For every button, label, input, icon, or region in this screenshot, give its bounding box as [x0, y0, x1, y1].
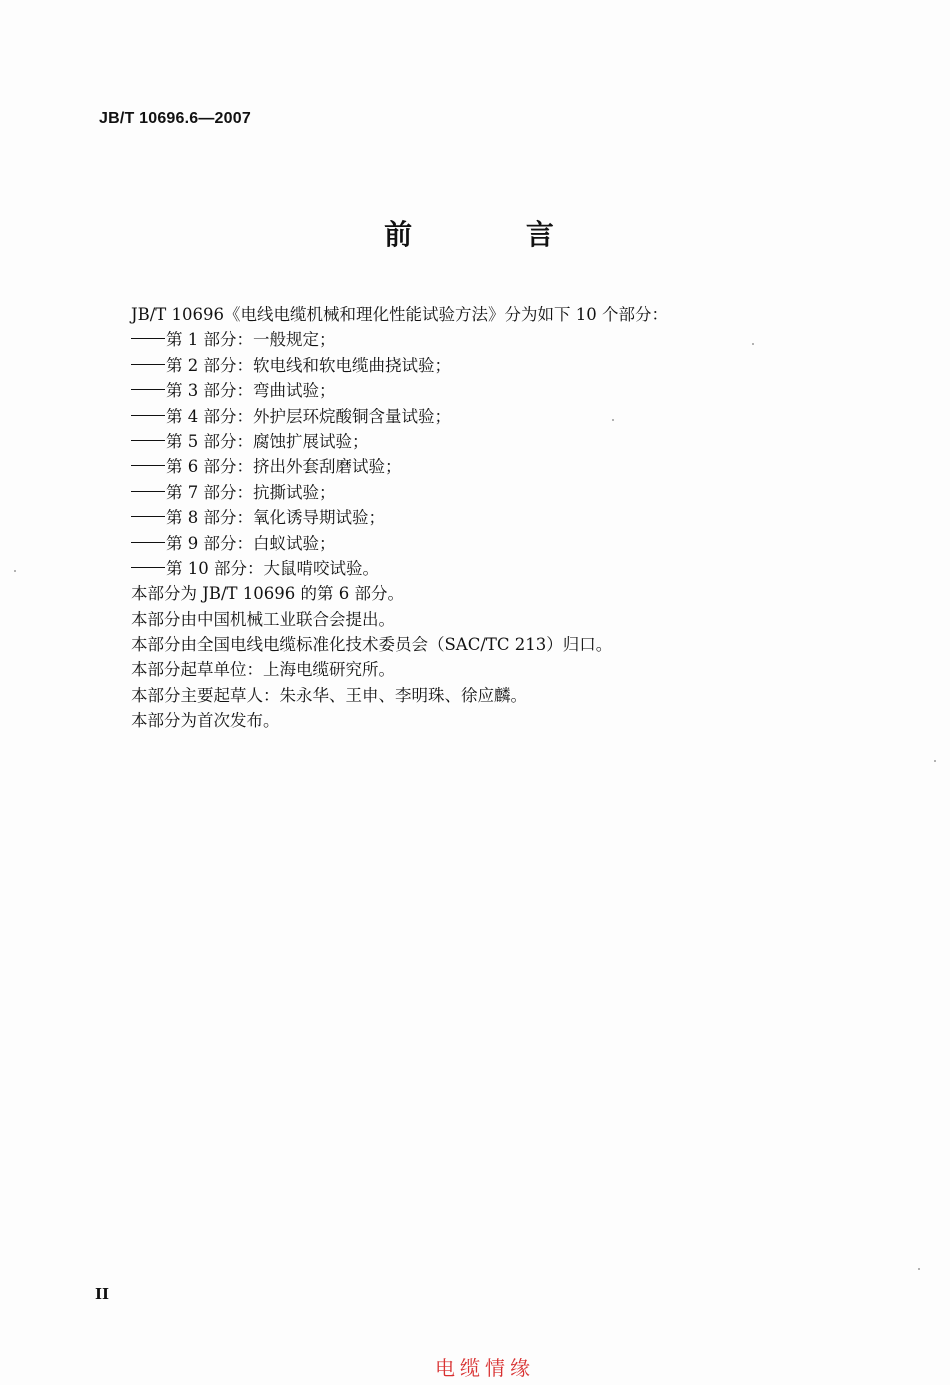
- statement-line: 本部分起草单位：上海电缆研究所。: [131, 660, 395, 680]
- statement-line: 本部分为 JB/T 10696 的第 6 部分。: [131, 584, 405, 604]
- part-item: 第 1 部分：一般规定；: [131, 327, 851, 352]
- statement-line: 本部分由全国电线电缆标准化技术委员会（SAC/TC 213）归口。: [131, 635, 613, 655]
- em-dash: [131, 465, 165, 466]
- page-number: II: [95, 1285, 110, 1303]
- part-item: 第 7 部分：抗撕试验；: [131, 480, 851, 505]
- part-item: 第 2 部分：软电线和软电缆曲挠试验；: [131, 353, 851, 378]
- part-item: 第 5 部分：腐蚀扩展试验；: [131, 429, 851, 454]
- part-item: 第 8 部分：氧化诱导期试验；: [131, 505, 851, 530]
- scan-speck: [934, 760, 936, 762]
- page-title: 前 言: [384, 218, 606, 251]
- part-item: 第 3 部分：弯曲试验；: [131, 378, 851, 403]
- part-item: 第 10 部分：大鼠啃咬试验。: [131, 556, 851, 581]
- em-dash: [131, 364, 165, 365]
- statement-line: 本部分为首次发布。: [131, 711, 280, 731]
- statement-line: 本部分由中国机械工业联合会提出。: [131, 609, 395, 629]
- em-dash: [131, 415, 165, 416]
- em-dash: [131, 389, 165, 390]
- part-item: 第 6 部分：挤出外套刮磨试验；: [131, 454, 851, 479]
- em-dash: [131, 567, 165, 568]
- scan-speck: [918, 1268, 920, 1270]
- watermark-text: 电缆情缘: [435, 1356, 535, 1380]
- intro-line: JB/T 10696《电线电缆机械和理化性能试验方法》分为如下 10 个部分：: [131, 305, 669, 324]
- em-dash: [131, 440, 165, 441]
- em-dash: [131, 491, 165, 492]
- statement-line: 本部分主要起草人：朱永华、王申、李明珠、徐应麟。: [131, 685, 527, 705]
- em-dash: [131, 338, 165, 339]
- foreword-body: [131, 302, 851, 734]
- scan-speck: [752, 343, 754, 345]
- scan-speck: [14, 570, 16, 572]
- part-item: 第 4 部分：外护层环烷酸铜含量试验；: [131, 404, 851, 429]
- em-dash: [131, 516, 165, 517]
- part-item: 第 9 部分：白蚁试验；: [131, 531, 851, 556]
- em-dash: [131, 542, 165, 543]
- standard-code: JB/T 10696.6—2007: [99, 110, 251, 127]
- scan-speck: [612, 419, 614, 421]
